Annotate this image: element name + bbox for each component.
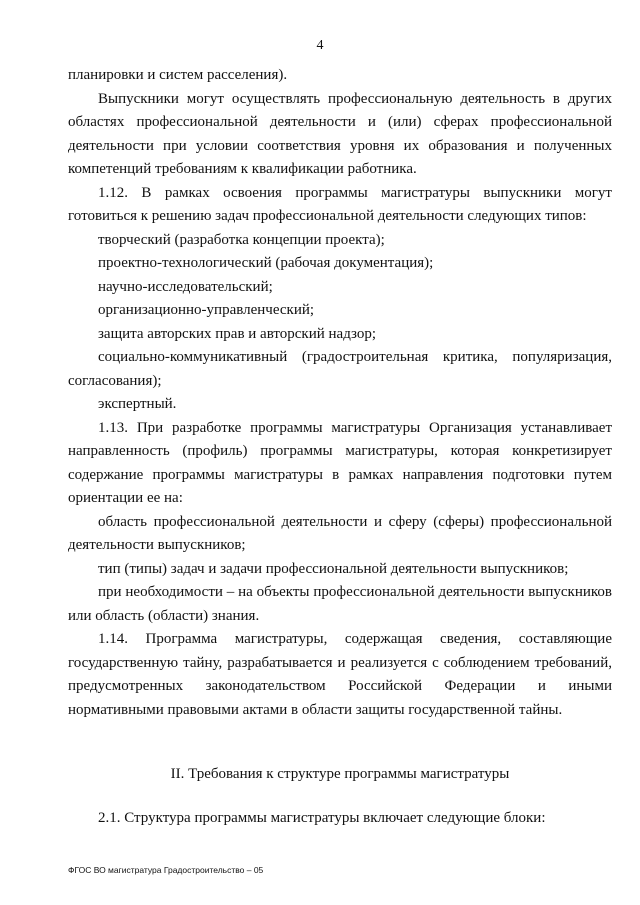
section-heading: II. Требования к структуре программы магистратуры bbox=[170, 766, 510, 782]
page-number: 4 bbox=[316, 38, 324, 53]
footer-text: ФГОС ВО магистратура Градостроительство – 05 bbox=[68, 865, 264, 875]
paragraph-1-13: 1.13. При разработке программы магистратуры Организация устанавливает направленность (профиль) программы магистратуры, которая конкретизирует содержание программы магистратуры в рамках направления подготовки путем ориентации ее на: bbox=[68, 419, 612, 506]
paragraph-1-14: 1.14. Программа магистратуры, содержащая сведения, составляющие государственную тайну, разрабатывается и реализуется с соблюдением требований, предусмотренных законодательством Российской Федерации и иными нормативными правовыми актами в области защиты государственной тайны. bbox=[68, 631, 612, 718]
paragraph-2-1: 2.1. Структура программы магистратуры включает следующие блоки: bbox=[98, 810, 546, 826]
document-body bbox=[68, 64, 612, 722]
list-item: защита авторских прав и авторский надзор; bbox=[98, 325, 377, 342]
paragraph: Выпускники могут осуществлять профессиональную деятельность в других областях профессиональной деятельности и (или) сферах профессиональной деятельности при условии соответствия уровня их образования и полученных компетенций требованиям к квалификации работника. bbox=[68, 90, 612, 177]
list-item: тип (типы) задач и задачи профессиональной деятельности выпускников; bbox=[98, 560, 569, 577]
paragraph-1-12: 1.12. В рамках освоения программы магистратуры выпускники могут готовиться к решению задач профессиональной деятельности следующих типов: bbox=[68, 184, 612, 224]
list-item: проектно-технологический (рабочая документация); bbox=[98, 255, 434, 271]
list-item: экспертный. bbox=[98, 396, 177, 412]
list-item: область профессиональной деятельности и сферу (сферы) профессиональной деятельности выпускников; bbox=[68, 513, 612, 553]
list-item: творческий (разработка концепции проекта); bbox=[98, 231, 385, 248]
paragraph: планировки и систем расселения). bbox=[68, 67, 288, 83]
list-item: социально-коммуникативный (градостроительная критика, популяризация, согласования); bbox=[68, 349, 612, 389]
list-item: научно-исследовательский; bbox=[98, 278, 273, 295]
list-item: при необходимости – на объекты профессиональной деятельности выпускников или область (области) знания. bbox=[68, 584, 612, 624]
list-item: организационно-управленческий; bbox=[98, 302, 315, 318]
